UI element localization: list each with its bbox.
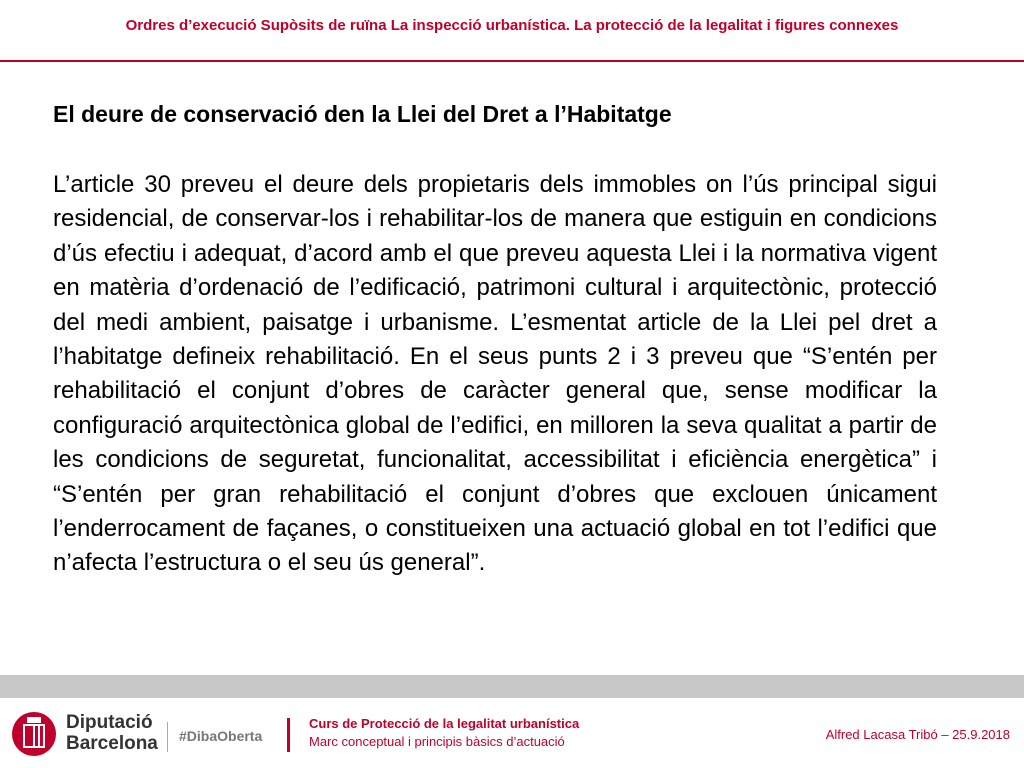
- diputacio-logo-text: [66, 712, 158, 754]
- logo-line-1: Diputació: [66, 712, 153, 733]
- course-title: Curs de Protecció de la legalitat urbanística: [309, 716, 580, 731]
- logo-line-2: Barcelona: [66, 733, 158, 754]
- slide-content: [53, 98, 937, 581]
- diputacio-emblem-icon: [10, 710, 58, 758]
- header-title: Ordres d’execució Supòsits de ruïna La inspecció urbanística. La protecció de la legalitat i figures connexes: [125, 17, 899, 34]
- logo-separator: [167, 722, 168, 752]
- footer-band: [0, 675, 1024, 698]
- course-info: [309, 715, 579, 751]
- slide-title: El deure de conservació den la Llei del Dret a l’Habitatge: [53, 101, 672, 127]
- slide-body-text: L’article 30 preveu el deure dels propietaris dels immobles on l’ús principal sigui residencial, de conservar-los i rehabilitar-los de manera que estiguin en condicions d’ús efectiu i adequat, d’acord amb el que preveu aquesta Llei i la normativa vigent en matèria d’ordenació de l’edificació, patrimoni cultural i arquitectònic, protecció del medi ambient, paisatge i urbanisme. L’esmentat article de la Llei pel dret a l’habitatge defineix rehabilitació. En el seus punts 2 i 3 preveu que “S’entén per rehabilitació el conjunt d’obres de caràcter general que, sense modificar la configuració arquitectònica global de l’edifici, en milloren la seva qualitat a partir de les condicions de seguretat, funcionalitat, accessibilitat i eficiència energètica” i “S’entén per gran rehabilitació el conjunt d’obres que exclouen únicament l’enderrocament de façanes, o constitueixen una actuació global en tot l’edifici que n’afecta l’estructura o el seu ús general”.: [53, 171, 937, 577]
- slide-footer: [0, 698, 1024, 768]
- author-date: Alfred Lacasa Tribó – 25.9.2018: [825, 727, 1010, 742]
- slide-header: [0, 0, 1024, 62]
- course-subtitle: Marc conceptual i principis bàsics d’actuació: [309, 734, 565, 749]
- header-divider: [0, 60, 1024, 62]
- footer-divider: [287, 718, 290, 752]
- hashtag-label: #DibaOberta: [179, 728, 263, 744]
